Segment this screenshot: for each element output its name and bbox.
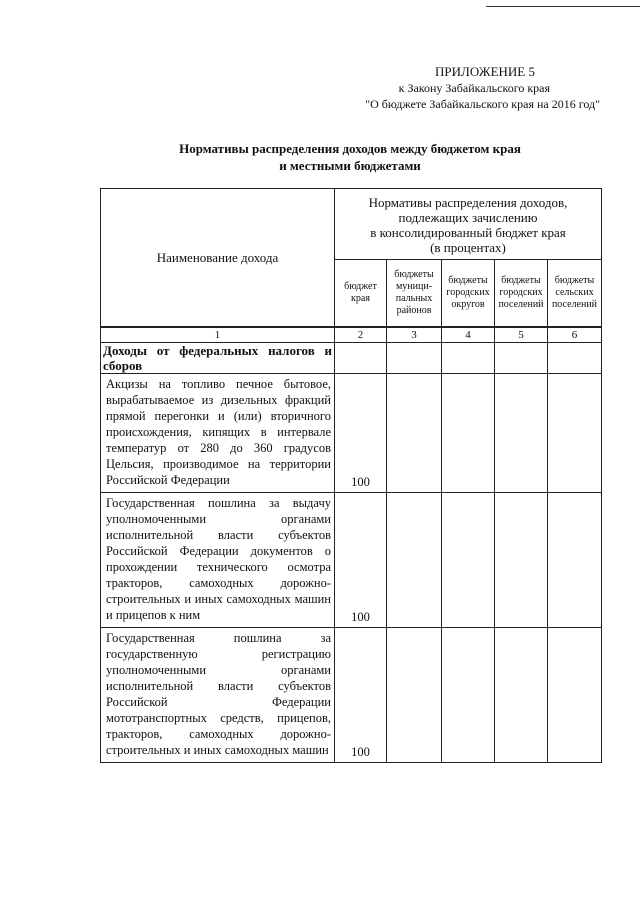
annex-number: ПРИЛОЖЕНИЕ 5	[435, 64, 535, 79]
income-name: Государственная пошлина за государственную регистрацию уполномоченными органами исполнительной власти субъектов Российской Федерации мототранспортных средств, прицепов, тракторов, самоходных дорожно-строительных и иных самоходных машин	[101, 628, 335, 763]
table-cell	[548, 343, 602, 374]
table-cell	[387, 374, 442, 493]
document-title-line-2: и местными бюджетами	[279, 158, 421, 173]
column-number: 4	[442, 327, 495, 343]
table-cell	[548, 493, 602, 628]
table-cell	[548, 374, 602, 493]
table-cell	[495, 493, 548, 628]
group-header-line: (в процентах)	[430, 240, 506, 255]
header-row-group	[101, 189, 602, 260]
table-cell	[387, 493, 442, 628]
norms-table	[100, 188, 602, 763]
section-title: Доходы от федеральных налогов и сборов	[101, 343, 335, 374]
table-cell	[495, 628, 548, 763]
table-row	[101, 628, 602, 763]
section-row	[101, 343, 602, 374]
table-cell	[495, 374, 548, 493]
subheader-municipal-districts: бюджеты муници- пальных районов	[387, 260, 442, 328]
income-name: Акцизы на топливо печное бытовое, вырабатываемое из дизельных фракций прямой перегонки и (или) вторичного происхождения, кипящих в интервале температур от 280 до 360 градусов Цельсия, производимое на территории Российской Федерации	[101, 374, 335, 493]
table-row	[101, 493, 602, 628]
table-cell	[387, 343, 442, 374]
income-name: Государственная пошлина за выдачу уполномоченными органами исполнительной власти субъектов Российской Федерации документов о прохождении технического осмотра тракторов, самоходных дорожно-строительных и иных самоходных машин и прицепов к ним	[101, 493, 335, 628]
document-title-line-1: Нормативы распределения доходов между бюджетом края	[179, 141, 521, 156]
table-cell	[548, 628, 602, 763]
regional-budget-value: 100	[335, 493, 387, 628]
table-cell	[442, 493, 495, 628]
group-header-line: Нормативы распределения доходов,	[368, 195, 568, 210]
column-number-row	[101, 327, 602, 343]
table-cell	[442, 628, 495, 763]
regional-budget-value: 100	[335, 628, 387, 763]
subheader-rural-settlements: бюджеты сельских поселений	[548, 260, 602, 328]
annex-law-reference: к Закону Забайкальского края	[398, 81, 550, 95]
group-header-line: подлежащих зачислению	[398, 210, 538, 225]
column-number: 1	[101, 327, 335, 343]
norms-group-header	[335, 189, 602, 260]
table-cell	[387, 628, 442, 763]
table-cell	[335, 343, 387, 374]
table-cell	[442, 343, 495, 374]
table-cell	[442, 374, 495, 493]
document-title	[100, 140, 600, 174]
subheader-city-districts: бюджеты городских округов	[442, 260, 495, 328]
subheader-urban-settlements: бюджеты городских поселений	[495, 260, 548, 328]
table-row	[101, 374, 602, 493]
regional-budget-value: 100	[335, 374, 387, 493]
table-cell	[495, 343, 548, 374]
annex-law-title: "О бюджете Забайкальского края на 2016 год"	[365, 97, 600, 111]
column-number: 2	[335, 327, 387, 343]
top-corner-line	[486, 6, 640, 7]
column-number: 3	[387, 327, 442, 343]
subheader-regional-budget: бюджет края	[335, 260, 387, 328]
column-number: 5	[495, 327, 548, 343]
annex-header	[300, 64, 600, 112]
income-name-header: Наименование дохода	[101, 189, 335, 328]
column-number: 6	[548, 327, 602, 343]
group-header-line: в консолидированный бюджет края	[370, 225, 566, 240]
